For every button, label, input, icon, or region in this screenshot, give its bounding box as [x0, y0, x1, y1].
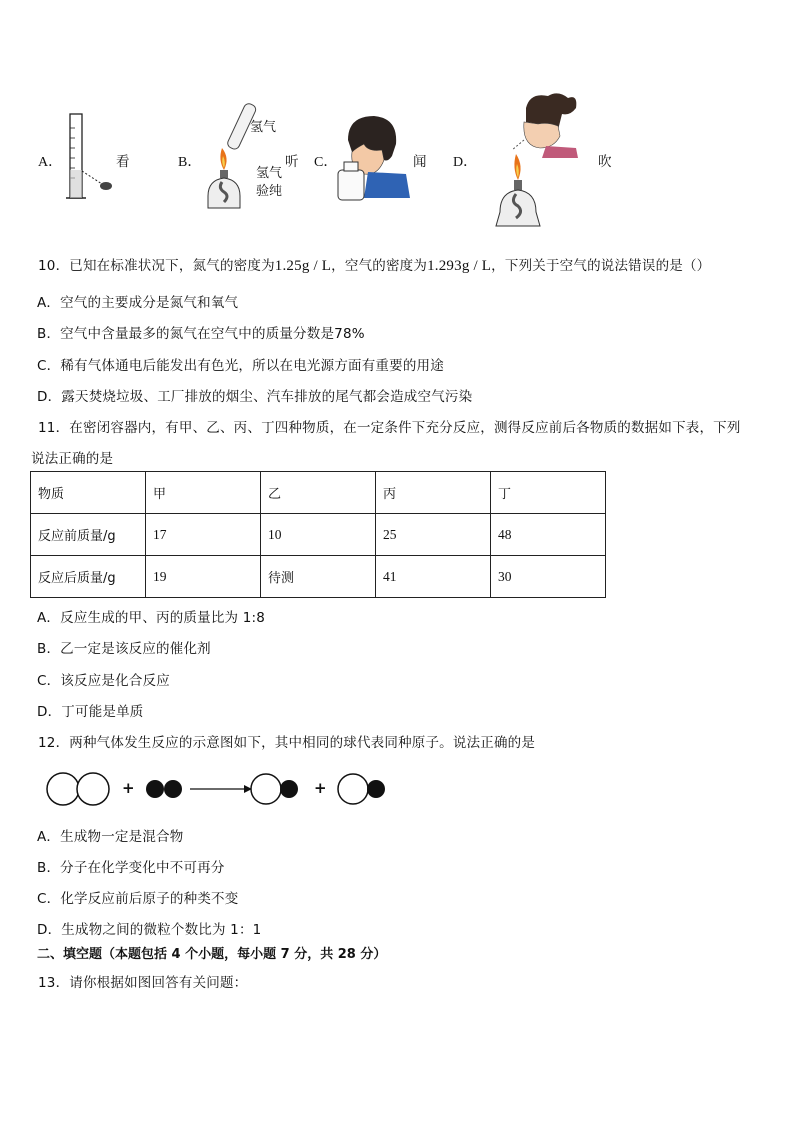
- plus-sign: +: [122, 779, 135, 797]
- table-header-cell: 物质: [31, 472, 146, 514]
- table-cell: 反应前质量/g: [31, 514, 146, 556]
- option-d-letter: D．: [453, 155, 478, 170]
- table-header-cell: 丙: [376, 472, 491, 514]
- black-atom: [164, 780, 182, 798]
- table-row: [31, 556, 606, 598]
- table-cell: 反应后质量/g: [31, 556, 146, 598]
- q11-option-b[interactable]: B．乙一定是该反应的催化剂: [37, 641, 211, 657]
- black-atom: [146, 780, 164, 798]
- q10-option-c[interactable]: C．稀有气体通电后能发出有色光，所以在电光源方面有重要的用途: [37, 358, 444, 374]
- table-row: [31, 514, 606, 556]
- option-b-letter: B．: [178, 155, 202, 170]
- black-atom: [367, 780, 385, 798]
- q10-stem-part-a: 10．已知在标准状况下，氮气的密度为: [38, 258, 275, 274]
- table-cell: 25: [376, 514, 491, 556]
- boy-smelling-bottle-illustration: [334, 112, 414, 202]
- q10-stem-part-c: ，下列关于空气的说法错误的是（）: [491, 258, 711, 274]
- table-cell: 19: [146, 556, 261, 598]
- option-c-label: 闻: [413, 154, 427, 170]
- table-header-row: [31, 472, 606, 514]
- section-2-heading: 二、填空题（本题包括 4 个小题，每小题 7 分，共 28 分）: [37, 947, 387, 962]
- lamp-label: 氢气验纯: [256, 166, 283, 199]
- q12-option-a[interactable]: A．生成物一定是混合物: [37, 829, 184, 845]
- question-13-stem: 13．请你根据如图回答有关问题：: [38, 975, 248, 991]
- flask-label: 氢气: [250, 120, 277, 135]
- q10-option-b[interactable]: B．空气中含量最多的氮气在空气中的质量分数是78%: [37, 326, 365, 342]
- question-11-stem-line1: 11．在密闭容器内，有甲、乙、丙、丁四种物质，在一定条件下充分反应，测得反应前后各物质的数据如下表，下列: [38, 420, 741, 436]
- table-cell: 41: [376, 556, 491, 598]
- table-cell: 10: [261, 514, 376, 556]
- nitrogen-density: 1.25g / L: [274, 258, 332, 274]
- plus-sign: +: [314, 779, 327, 797]
- table-header-cell: 丁: [491, 472, 606, 514]
- mass-data-table: [30, 471, 606, 598]
- table-header-cell: 甲: [146, 472, 261, 514]
- table-cell: 30: [491, 556, 606, 598]
- option-d-label: 吹: [598, 154, 612, 170]
- q10-option-d[interactable]: D．露天焚烧垃圾、工厂排放的烟尘、汽车排放的尾气都会造成空气污染: [37, 389, 473, 405]
- girl-blowing-lamp-illustration: [490, 86, 600, 232]
- question-12-stem: 12．两种气体发生反应的示意图如下，其中相同的球代表同种原子。说法正确的是: [38, 735, 536, 751]
- white-atom: [47, 773, 79, 805]
- option-b-label: 听: [285, 154, 299, 170]
- option-c-letter: C．: [314, 155, 338, 170]
- white-atom: [338, 774, 368, 804]
- q12-option-d[interactable]: D．生成物之间的微粒个数比为 1：1: [37, 922, 262, 938]
- q10-stem-part-b: ，空气的密度为: [331, 258, 428, 274]
- question-10-stem: [38, 254, 710, 275]
- q11-option-c[interactable]: C．该反应是化合反应: [37, 673, 170, 689]
- white-atom: [77, 773, 109, 805]
- reaction-diagram: [40, 768, 400, 810]
- graduated-cylinder-illustration: [62, 108, 122, 203]
- table-cell: 17: [146, 514, 261, 556]
- question-11-stem-line2: 说法正确的是: [31, 451, 114, 467]
- q11-option-a[interactable]: A．反应生成的甲、丙的质量比为 1:8: [37, 610, 266, 626]
- air-density: 1.293g / L: [427, 258, 492, 274]
- black-atom: [280, 780, 298, 798]
- q11-option-d[interactable]: D．丁可能是单质: [37, 704, 144, 720]
- table-header-cell: 乙: [261, 472, 376, 514]
- table-cell: 48: [491, 514, 606, 556]
- q12-option-c[interactable]: C．化学反应前后原子的种类不变: [37, 891, 239, 907]
- q10-option-a[interactable]: A．空气的主要成分是氮气和氧气: [37, 295, 239, 311]
- table-cell: 待测: [261, 556, 376, 598]
- q12-option-b[interactable]: B．分子在化学变化中不可再分: [37, 860, 225, 876]
- option-a-label: 看: [116, 154, 130, 170]
- option-a-letter: A．: [38, 155, 63, 170]
- white-atom: [251, 774, 281, 804]
